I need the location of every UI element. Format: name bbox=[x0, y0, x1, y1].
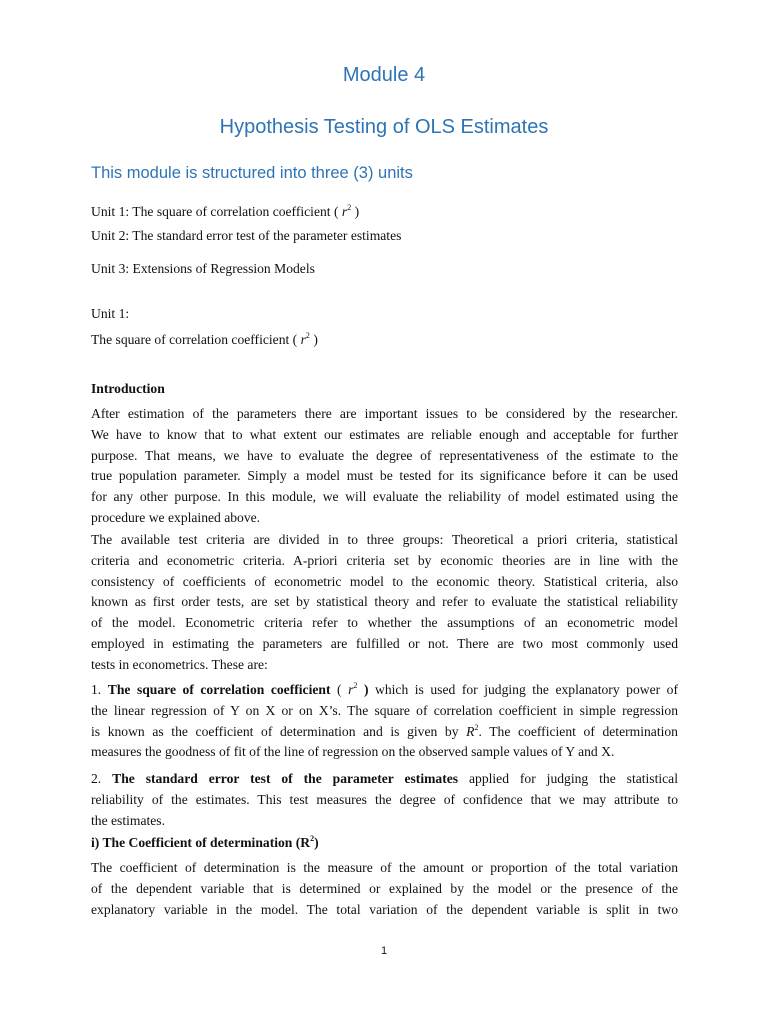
unit1-title: The square of correlation coefficient ( $r^2$ ) bbox=[91, 331, 318, 347]
unit1-label: Unit 1: bbox=[91, 306, 130, 321]
page-number: 1 bbox=[380, 945, 388, 957]
intro-paragraph-1: After estimation of the parameters there are important issues to be considered by the researcher. We have to know that to what extent our estimates are reliable enough and acceptable for further purpose. That means, we have to evaluate the degree of representativeness of the estimate to the true population parameter. Simply a model must be tested for its significance before it can be used for any other purpose. In this module, we will evaluate the reliability of model estimated using the procedure we explained above. bbox=[91, 406, 678, 525]
structure-heading: This module is structured into three (3) units bbox=[91, 164, 413, 182]
intro-paragraph-2: The available test criteria are divided in to three groups: Theoretical a priori criteria, statistical criteria and econometric criteria. A-priori criteria set by economic theories are in line with the consistency of coefficients of econometric model to the economic theory. Statistical criteria, also known as first order tests, are set by statistical theory and refer to evaluate the statistical reliability of the model. Econometric criteria refer to whether the assumptions of an econometric model employed in estimating the parameters are fulfilled or not. There are two most commonly used tests in econometrics. These are: bbox=[91, 532, 678, 672]
intro-heading: Introduction bbox=[91, 381, 165, 396]
coefficient-heading: i) The Coefficient of determination $(R^2)$ bbox=[91, 834, 319, 850]
list-item-1: 1. The square of correlation coefficient ( $r^2$ ) which is used for judging the explanatory power of the linear regression of Y on X or on X’s. The square of correlation coefficient in simple regression is known as the coefficient of determination and is given by $R^2$. The coefficient of determination measures the goodness of fit of the line of regression on the observed sample values of Y and X. bbox=[91, 681, 678, 760]
list-item-2: 2. The standard error test of the parameter estimates applied for judging the statistical reliability of the estimates. This test measures the degree of confidence that we may attribute to the estimates. bbox=[91, 771, 678, 828]
unit-2-line: Unit 2: The standard error test of the parameter estimates bbox=[91, 228, 402, 243]
unit-3-line: Unit 3: Extensions of Regression Models bbox=[91, 261, 315, 276]
unit-1-line: Unit 1: The square of correlation coefficient ( $r^2$ ) bbox=[91, 203, 360, 219]
module-title: Module 4 bbox=[342, 64, 426, 86]
coefficient-paragraph: The coefficient of determination is the measure of the amount or proportion of the total variation of the dependent variable that is determined or explained by the model or the presence of the explanatory variable in the model. The total variation of the dependent variable is split in two bbox=[91, 860, 678, 917]
module-subtitle: Hypothesis Testing of OLS Estimates bbox=[219, 116, 549, 138]
